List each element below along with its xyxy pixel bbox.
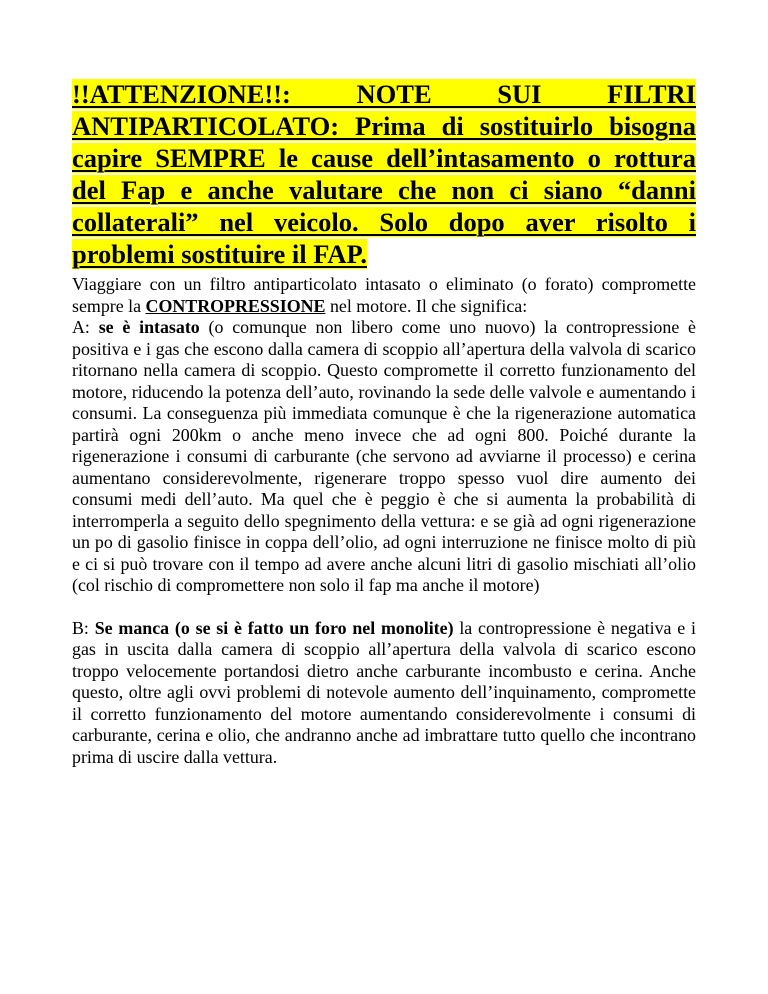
intro-paragraph: [72, 274, 696, 317]
headline-highlight: !!ATTENZIONE!!: NOTE SUI FILTRI ANTIPARTICOLATO: Prima di sostituirlo bisogna capire SEMPRE le cause dell’intasamento o rottura del Fap e anche valutare che non ci siano “danni collaterali” nel veicolo. Solo dopo aver risolto i problemi sostituire il FAP.: [72, 79, 696, 269]
document-page: [72, 78, 696, 768]
intro-emphasis: CONTROPRESSIONE: [145, 295, 326, 316]
case-b-paragraph: [72, 618, 696, 769]
intro-text-after: nel motore. Il che significa:: [325, 295, 528, 316]
case-a-paragraph: [72, 317, 696, 597]
case-a-emphasis: se è intasato: [98, 317, 200, 337]
case-a-text: (o comunque non libero come uno nuovo) la contropressione è positiva e i gas che escono dalla camera di scoppio all’apertura della valvola di scarico ritornano nella camera di scoppio. Questo compromette il corretto funzionamento del motore, riducendo la potenza dell’auto, rovinando la sede delle valvole e aumentando i consumi. La conseguenza più immediata comunque è che la rigenerazione automatica partirà ogni 200km o anche meno invece che ad ogni 800. Poiché durante la rigenerazione i consumi di carburante (che servono ad avviarne il processo) e cerina aumentano considerevolmente, rigenerare troppo spesso vuol dire aumento dei consumi medi dell’auto. Ma quel che è peggio è che si aumenta la probabilità di interromperla a seguito dello spegnimento della vettura: e se già ad ogni rigenerazione un po di gasolio finisce in coppa dell’olio, ad ogni interruzione ne finisce molto di più e ci si può trovare con il tempo ad avere anche alcuni litri di gasolio mischiati all’olio (col rischio di compromettere non solo il fap ma anche il motore): [72, 317, 696, 595]
case-b-label: B:: [72, 617, 95, 638]
case-b-emphasis: Se manca (o se si è fatto un foro nel monolite): [94, 617, 454, 638]
intro-text-before: Viaggiare con un filtro antiparticolato intasato o eliminato (o forato) compromette sempre la: [72, 274, 696, 316]
warning-headline: [72, 78, 696, 270]
case-b-text: la contropressione è negativa e i gas in uscita dalla camera di scoppio all’apertura della valvola di scarico escono troppo velocemente portandosi dietro anche carburante incombusto e cerina. Anche questo, oltre agli ovvi problemi di notevole aumento dell’inquinamento, compromette il corretto funzionamento del motore aumentando considerevolmente i consumi di carburante, cerina e olio, che andranno anche ad imbrattare tutto quello che incontrano prima di uscire dalla vettura.: [72, 617, 696, 767]
case-a-label: A:: [72, 317, 99, 337]
